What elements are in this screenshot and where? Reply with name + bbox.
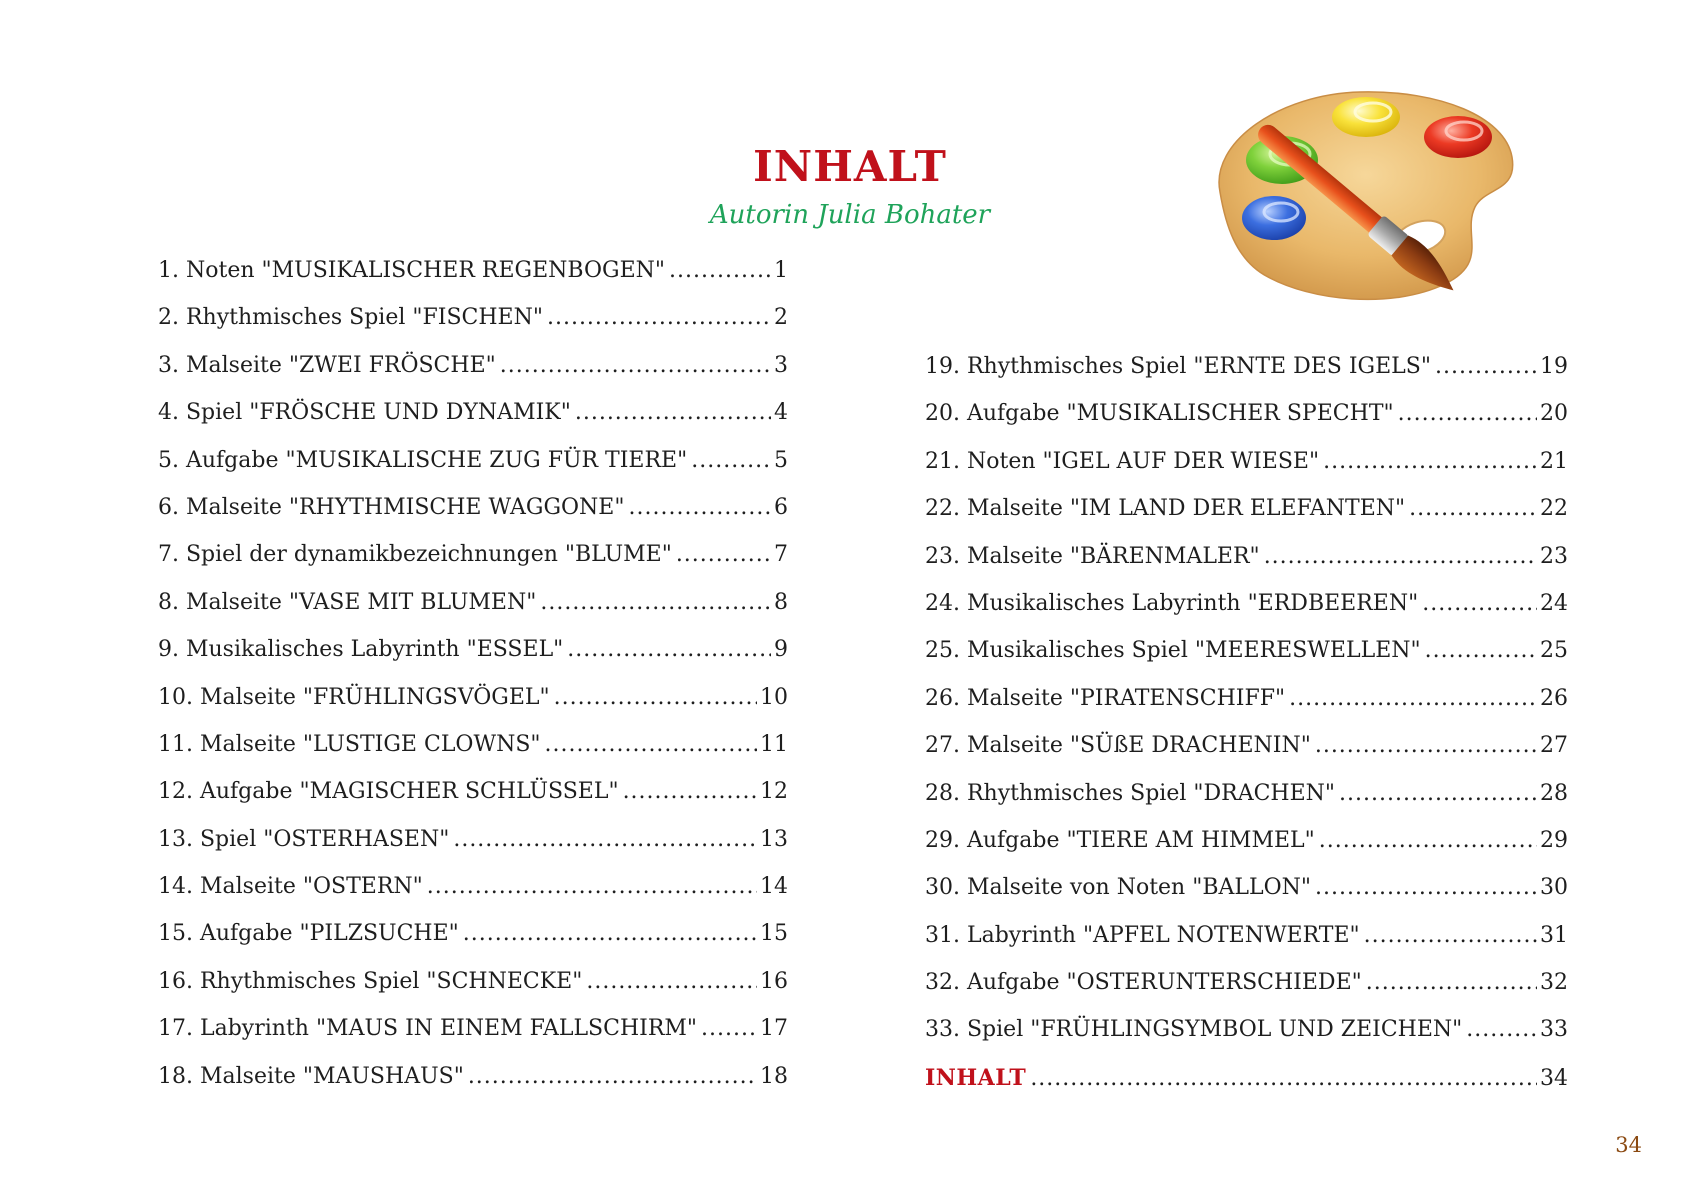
dot-leader — [500, 353, 771, 378]
toc-entry-page-number: 6 — [774, 494, 788, 520]
dot-leader — [547, 305, 771, 330]
toc-entry — [158, 495, 788, 542]
dot-leader — [567, 637, 771, 662]
toc-entry-page-number: 16 — [760, 968, 788, 994]
toc-entry — [158, 1016, 788, 1063]
toc-entry — [158, 448, 788, 495]
toc-entry-title: 29. Aufgabe "TIERE AM HIMMEL" — [925, 827, 1315, 853]
toc-entry — [158, 590, 788, 637]
toc-entry-title: 25. Musikalisches Spiel "MEERESWELLEN" — [925, 638, 1421, 664]
dot-leader — [629, 495, 772, 520]
toc-entry-page-number: 25 — [1540, 638, 1568, 664]
toc-entry — [925, 781, 1568, 828]
paint-palette-with-brush-icon — [1190, 72, 1526, 312]
toc-entry-page-number: 13 — [760, 826, 788, 852]
toc-entry-title: 10. Malseite "FRÜHLINGSVÖGEL" — [158, 684, 550, 710]
toc-right-column — [925, 354, 1568, 1112]
toc-entry-page-number: 10 — [760, 684, 788, 710]
dot-leader — [691, 448, 771, 473]
toc-entry-page-number: 11 — [760, 731, 788, 757]
toc-entry-title: 21. Noten "IGEL AUF DER WIESE" — [925, 448, 1320, 474]
dot-leader — [1030, 1066, 1537, 1091]
toc-entry — [925, 449, 1568, 496]
toc-entry-page-number: 24 — [1540, 590, 1568, 616]
dot-leader — [1319, 828, 1537, 853]
dot-leader — [453, 827, 757, 852]
toc-entry-title: 9. Musikalisches Labyrinth "ESSEL" — [158, 637, 564, 663]
toc-entry — [925, 496, 1568, 543]
toc-entry-title: 20. Aufgabe "MUSIKALISCHER SPECHT" — [925, 401, 1394, 427]
dot-leader — [1398, 401, 1537, 426]
toc-entry-title: 23. Malseite "BÄRENMALER" — [925, 543, 1260, 569]
toc-entry — [158, 685, 788, 732]
dot-leader — [554, 685, 757, 710]
toc-entry — [925, 544, 1568, 591]
dot-leader — [575, 400, 771, 425]
toc-entry-title: 27. Malseite "SÜßE DRACHENIN" — [925, 733, 1311, 759]
toc-entry — [158, 305, 788, 352]
toc-entry-page-number: 4 — [774, 400, 788, 426]
toc-entry — [925, 401, 1568, 448]
toc-entry — [158, 779, 788, 826]
dot-leader — [468, 1064, 757, 1089]
toc-entry-title: 5. Aufgabe "MUSIKALISCHE ZUG FÜR TIERE" — [158, 447, 688, 473]
dot-leader — [676, 542, 771, 567]
dot-leader — [545, 732, 757, 757]
dot-leader — [1315, 875, 1537, 900]
dot-leader — [463, 921, 757, 946]
toc-entry-page-number: 26 — [1540, 685, 1568, 711]
dot-leader — [586, 969, 757, 994]
toc-entry — [158, 874, 788, 921]
toc-entry-page-number: 3 — [774, 352, 788, 378]
dot-leader — [1425, 638, 1537, 663]
dot-leader — [540, 590, 771, 615]
dot-leader — [427, 874, 757, 899]
toc-entry-title: 32. Aufgabe "OSTERUNTERSCHIEDE" — [925, 970, 1362, 996]
toc-entry-page-number: 29 — [1540, 827, 1568, 853]
toc-entry — [158, 637, 788, 684]
toc-entry — [158, 827, 788, 874]
toc-entry-page-number: 15 — [760, 921, 788, 947]
toc-entry — [158, 400, 788, 447]
toc-left-column — [158, 258, 788, 1111]
dot-leader — [1409, 496, 1537, 521]
toc-entry — [925, 1065, 1568, 1112]
toc-entry-page-number: 22 — [1540, 496, 1568, 522]
toc-entry — [158, 353, 788, 400]
toc-entry — [925, 591, 1568, 638]
toc-entry — [158, 1064, 788, 1111]
toc-entry-page-number: 8 — [774, 589, 788, 615]
toc-entry-title: 28. Rhythmisches Spiel "DRACHEN" — [925, 780, 1336, 806]
toc-entry — [925, 923, 1568, 970]
toc-entry-page-number: 33 — [1540, 1017, 1568, 1043]
toc-entry — [925, 354, 1568, 401]
toc-entry-page-number: 23 — [1540, 543, 1568, 569]
dot-leader — [1364, 923, 1537, 948]
toc-entry — [158, 921, 788, 968]
page-number: 34 — [1615, 1133, 1642, 1157]
toc-entry — [158, 258, 788, 305]
toc-entry-title: 11. Malseite "LUSTIGE CLOWNS" — [158, 731, 541, 757]
dot-leader — [1315, 733, 1537, 758]
toc-entry-title: 1. Noten "MUSIKALISCHER REGENBOGEN" — [158, 258, 666, 283]
toc-entry-page-number: 30 — [1540, 875, 1568, 901]
dot-leader — [1264, 544, 1537, 569]
toc-entry-title: 26. Malseite "PIRATENSCHIFF" — [925, 685, 1286, 711]
toc-entry — [925, 638, 1568, 685]
toc-entry-page-number: 7 — [774, 542, 788, 568]
toc-entry — [158, 732, 788, 779]
toc-entry — [925, 1017, 1568, 1064]
toc-entry-page-number: 17 — [760, 1016, 788, 1042]
toc-entry — [925, 970, 1568, 1017]
dot-leader — [1422, 591, 1537, 616]
toc-entry-page-number: 28 — [1540, 780, 1568, 806]
toc-entry — [925, 686, 1568, 733]
toc-entry-title: 3. Malseite "ZWEI FRÖSCHE" — [158, 352, 496, 378]
toc-entry-title: INHALT — [925, 1064, 1027, 1091]
toc-entry-title: 30. Malseite von Noten "BALLON" — [925, 875, 1312, 901]
author-subtitle: Autorin Julia Bohater — [709, 200, 991, 230]
toc-entry-title: 8. Malseite "VASE MIT BLUMEN" — [158, 589, 537, 615]
toc-entry-title: 4. Spiel "FRÖSCHE UND DYNAMIK" — [158, 400, 571, 426]
toc-entry-title: 22. Malseite "IM LAND DER ELEFANTEN" — [925, 496, 1406, 522]
dot-leader — [1323, 449, 1537, 474]
dot-leader — [1366, 970, 1537, 995]
toc-entry-page-number: 19 — [1540, 354, 1568, 379]
toc-entry-title: 14. Malseite "OSTERN" — [158, 874, 423, 900]
toc-entry-page-number: 12 — [760, 779, 788, 805]
dot-leader — [1339, 781, 1537, 806]
dot-leader — [623, 779, 757, 804]
page-title: INHALT — [753, 142, 947, 191]
toc-entry-title: 13. Spiel "OSTERHASEN" — [158, 826, 450, 852]
toc-entry-page-number: 31 — [1540, 922, 1568, 948]
toc-entry-title: 7. Spiel der dynamikbezeichnungen "BLUME" — [158, 542, 672, 568]
dot-leader — [669, 258, 771, 283]
dot-leader — [701, 1016, 757, 1041]
toc-entry — [158, 969, 788, 1016]
toc-entry-page-number: 32 — [1540, 970, 1568, 996]
toc-entry-page-number: 34 — [1540, 1065, 1568, 1091]
toc-entry-page-number: 27 — [1540, 733, 1568, 759]
dot-leader — [1466, 1017, 1537, 1042]
toc-entry-page-number: 21 — [1540, 448, 1568, 474]
dot-leader — [1435, 354, 1537, 379]
toc-entry — [925, 733, 1568, 780]
toc-entry-title: 18. Malseite "MAUSHAUS" — [158, 1063, 464, 1089]
toc-entry-title: 33. Spiel "FRÜHLINGSYMBOL UND ZEICHEN" — [925, 1017, 1463, 1043]
toc-entry — [925, 875, 1568, 922]
toc-entry-title: 19. Rhythmisches Spiel "ERNTE DES IGELS" — [925, 354, 1431, 379]
dot-leader — [1289, 686, 1537, 711]
toc-entry — [925, 828, 1568, 875]
toc-entry — [158, 542, 788, 589]
toc-entry-page-number: 1 — [774, 258, 788, 283]
toc-entry-title: 31. Labyrinth "APFEL NOTENWERTE" — [925, 922, 1360, 948]
toc-entry-title: 16. Rhythmisches Spiel "SCHNECKE" — [158, 968, 583, 994]
toc-entry-title: 6. Malseite "RHYTHMISCHE WAGGONE" — [158, 494, 625, 520]
toc-entry-title: 2. Rhythmisches Spiel "FISCHEN" — [158, 305, 543, 331]
toc-entry-page-number: 9 — [774, 637, 788, 663]
toc-entry-page-number: 18 — [760, 1063, 788, 1089]
toc-entry-title: 15. Aufgabe "PILZSUCHE" — [158, 921, 459, 947]
toc-entry-page-number: 2 — [774, 305, 788, 331]
toc-entry-page-number: 14 — [760, 874, 788, 900]
toc-entry-title: 12. Aufgabe "MAGISCHER SCHLÜSSEL" — [158, 779, 619, 805]
toc-entry-page-number: 20 — [1540, 401, 1568, 427]
toc-entry-title: 24. Musikalisches Labyrinth "ERDBEEREN" — [925, 590, 1419, 616]
toc-entry-page-number: 5 — [774, 447, 788, 473]
toc-entry-title: 17. Labyrinth "MAUS IN EINEM FALLSCHIRM" — [158, 1016, 698, 1042]
